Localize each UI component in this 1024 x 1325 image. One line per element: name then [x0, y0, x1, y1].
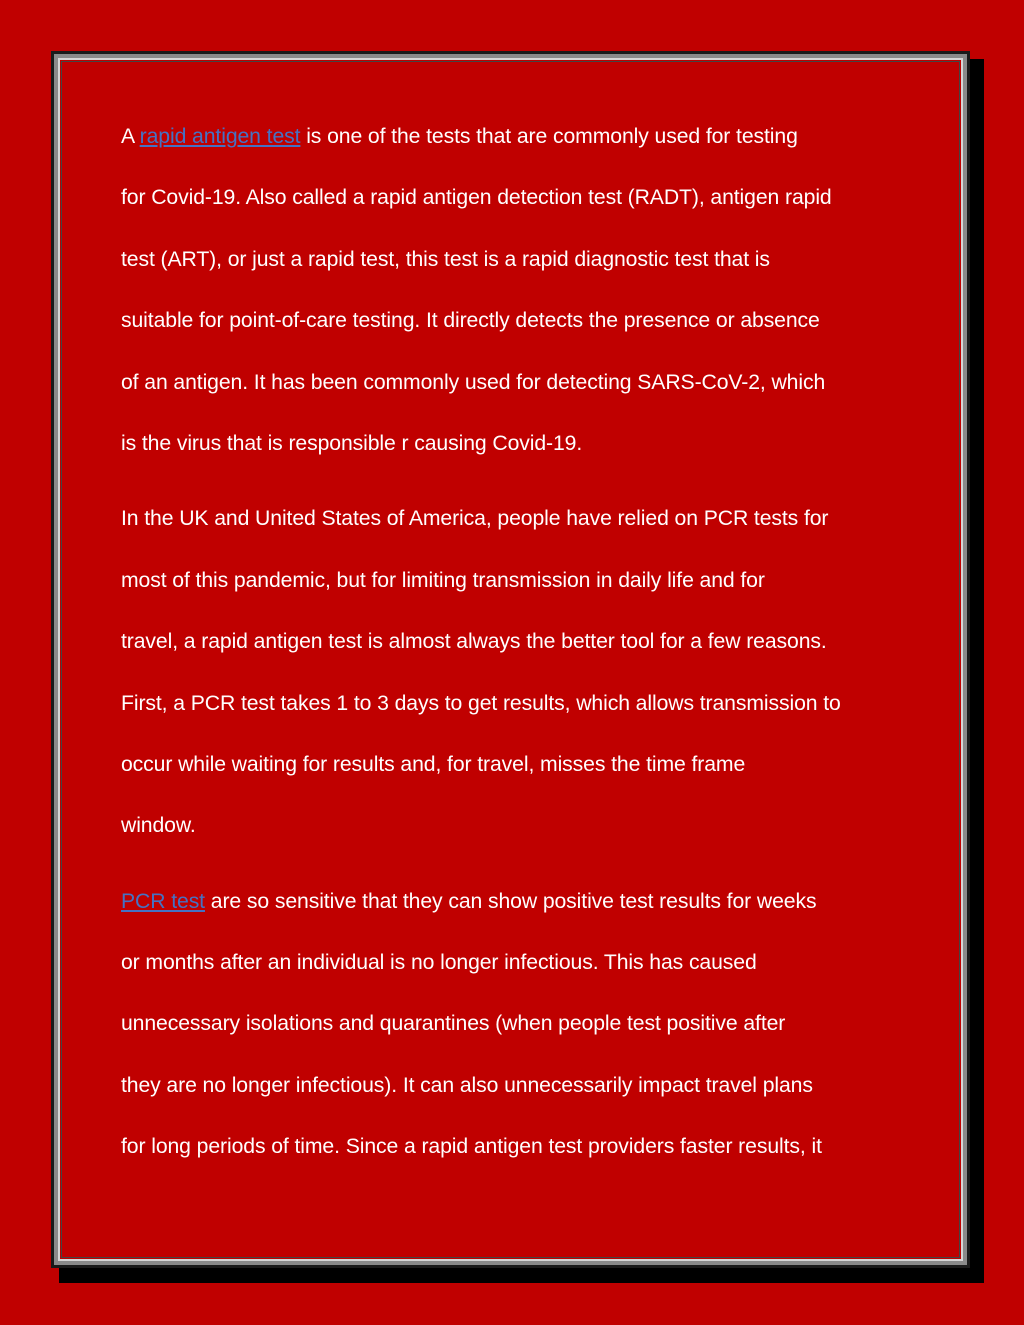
text-line: is the virus that is responsible r causing Covid-19. — [121, 431, 583, 455]
document-body — [121, 118, 911, 1190]
text-line: they are no longer infectious). It can also unnecessarily impact travel plans — [121, 1073, 813, 1097]
text-line: In the UK and United States of America, people have relied on PCR tests for — [121, 507, 829, 531]
text-line: for Covid-19. Also called a rapid antigen detection test (RADT), antigen rapid — [121, 186, 832, 210]
text-line — [121, 118, 911, 179]
rapid-antigen-test-link[interactable]: rapid antigen test — [139, 125, 301, 148]
text-line: of an antigen. It has been commonly used for detecting SARS-CoV-2, which — [121, 370, 826, 394]
text-line: for long periods of time. Since a rapid antigen test providers faster results, it — [121, 1135, 822, 1159]
text-fragment: are so sensitive that they can show positive test results for weeks — [204, 889, 817, 913]
text-line: travel, a rapid antigen test is almost always the better tool for a few reasons. — [121, 630, 827, 654]
text-line: occur while waiting for results and, for travel, misses the time frame — [121, 752, 746, 776]
text-line: suitable for point-of-care testing. It directly detects the presence or absence — [121, 309, 820, 333]
text-line — [121, 883, 911, 944]
text-line: or months after an individual is no longer infectious. This has caused — [121, 951, 757, 975]
text-line: window. — [121, 814, 196, 838]
paragraph-rapid-antigen-test — [121, 118, 911, 486]
text-line: First, a PCR test takes 1 to 3 days to get results, which allows transmission to — [121, 691, 841, 715]
text-fragment: A — [121, 125, 140, 148]
pcr-test-link[interactable]: PCR test — [121, 889, 205, 913]
text-fragment: is one of the tests that are commonly used for testing — [300, 125, 798, 148]
text-line: test (ART), or just a rapid test, this test is a rapid diagnostic test that is — [121, 247, 770, 271]
paragraph-pcr-sensitivity — [121, 883, 911, 1190]
text-line: unnecessary isolations and quarantines (when people test positive after — [121, 1012, 786, 1036]
paragraph-pcr-comparison — [121, 500, 911, 868]
text-line: most of this pandemic, but for limiting transmission in daily life and for — [121, 568, 765, 592]
